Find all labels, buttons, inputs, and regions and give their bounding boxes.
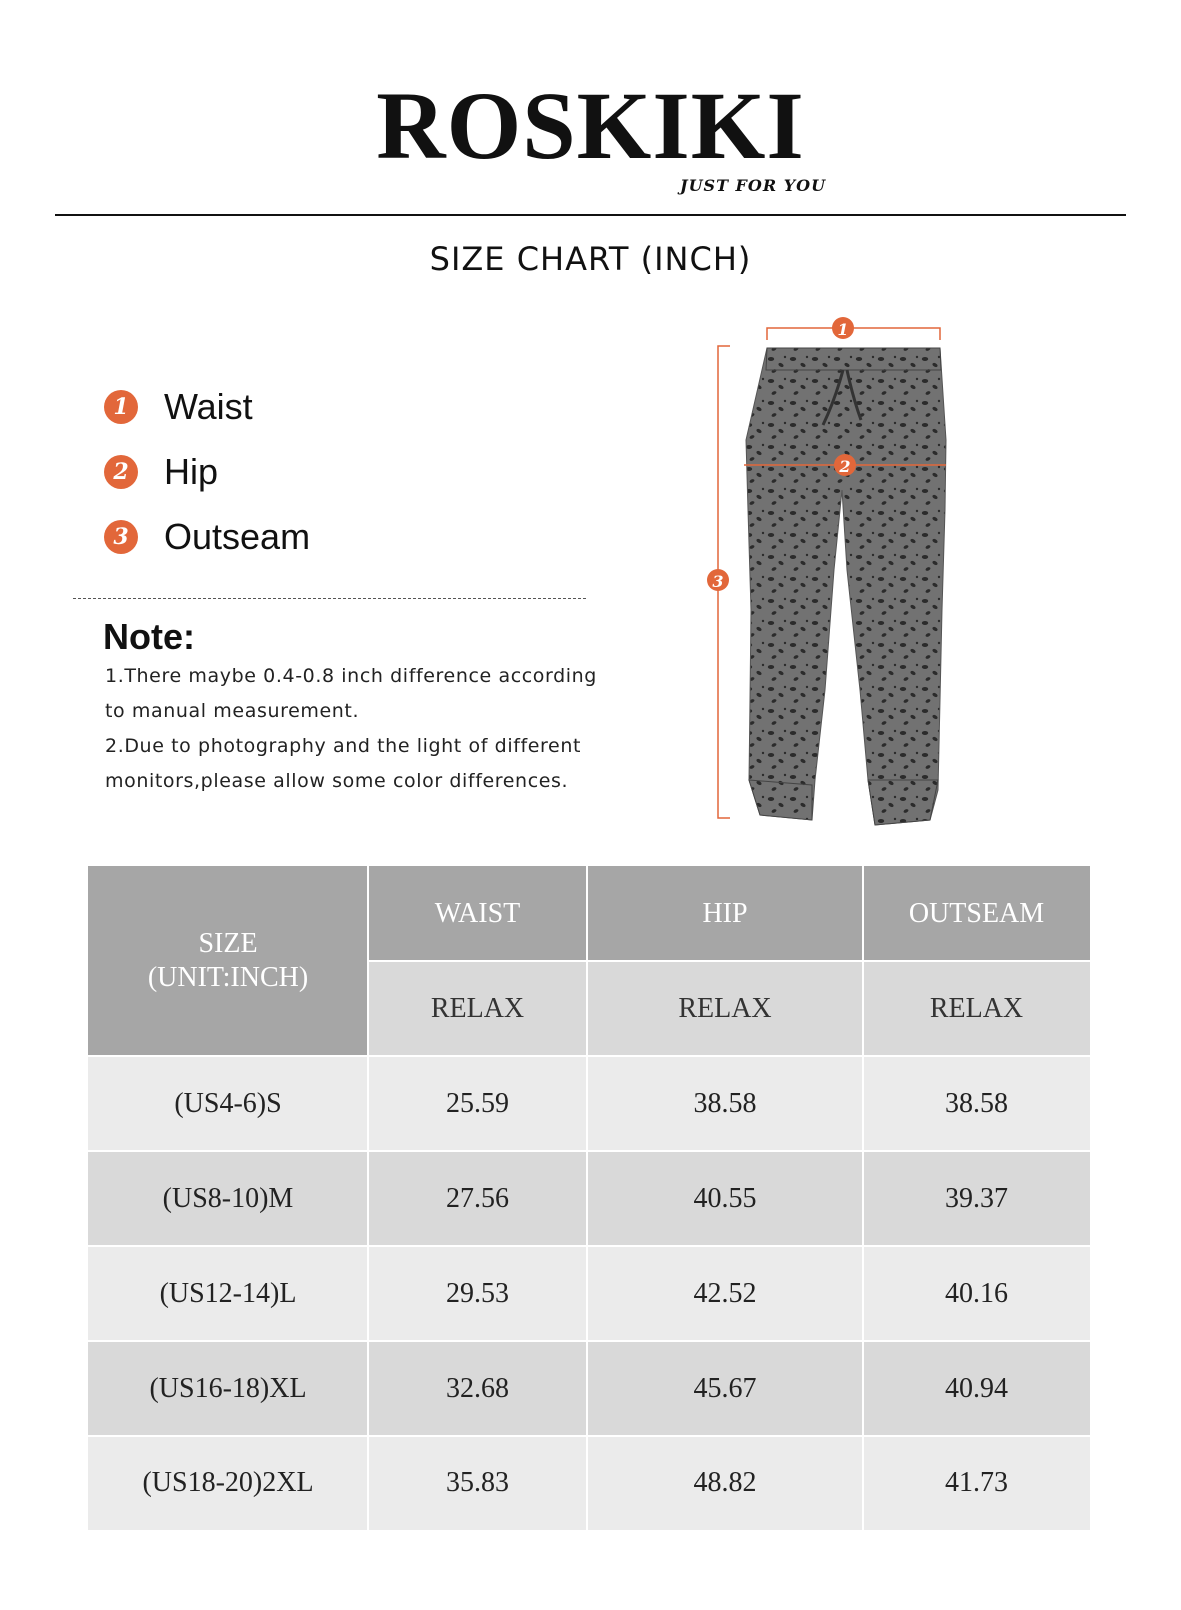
legend-item-waist bbox=[104, 387, 253, 427]
note-line: monitors,please allow some color differences. bbox=[105, 770, 569, 792]
brand-logo: ROSKIKI bbox=[376, 72, 805, 179]
size-table bbox=[88, 866, 1090, 1530]
table-divider bbox=[88, 1055, 1090, 1057]
subheader-waist: RELAX bbox=[368, 961, 587, 1056]
table-divider bbox=[368, 960, 1090, 962]
subheader-outseam: RELAX bbox=[863, 961, 1090, 1056]
note-title: Note: bbox=[103, 616, 195, 657]
hip-cell: 48.82 bbox=[587, 1436, 863, 1530]
legend-label: Hip bbox=[164, 451, 219, 492]
hip-cell: 38.58 bbox=[587, 1056, 863, 1151]
waist-cell: 27.56 bbox=[368, 1151, 587, 1246]
legend-item-hip bbox=[104, 452, 218, 492]
size-header-unit: (UNIT:INCH) bbox=[147, 962, 309, 993]
outseam-cell: 40.16 bbox=[863, 1246, 1090, 1341]
marker-3-icon: 3 bbox=[104, 520, 138, 554]
marker-label: 2 bbox=[839, 457, 851, 476]
marker-label: 1 bbox=[837, 320, 849, 339]
outseam-cell: 41.73 bbox=[863, 1436, 1090, 1530]
pants-diagram bbox=[700, 310, 990, 840]
size-cell: (US12-14)L bbox=[88, 1246, 368, 1341]
header-divider bbox=[55, 214, 1126, 216]
outseam-cell: 38.58 bbox=[863, 1056, 1090, 1151]
waist-cell: 35.83 bbox=[368, 1436, 587, 1530]
table-divider bbox=[88, 1435, 1090, 1437]
table-divider bbox=[862, 866, 864, 1530]
note-line: 1.There maybe 0.4-0.8 inch difference according bbox=[105, 665, 597, 687]
note-line: 2.Due to photography and the light of different bbox=[105, 735, 582, 757]
waist-cell: 25.59 bbox=[368, 1056, 587, 1151]
legend-label: Waist bbox=[164, 386, 253, 427]
brand-tagline: JUST FOR YOU bbox=[680, 176, 827, 195]
hip-cell: 40.55 bbox=[587, 1151, 863, 1246]
dashed-divider bbox=[73, 598, 586, 599]
table-divider bbox=[586, 866, 588, 1530]
waist-cell: 32.68 bbox=[368, 1341, 587, 1436]
waist-cell: 29.53 bbox=[368, 1246, 587, 1341]
marker-2-icon: 2 bbox=[104, 455, 138, 489]
table-divider bbox=[88, 1150, 1090, 1152]
size-cell: (US4-6)S bbox=[88, 1056, 368, 1151]
legend-item-outseam bbox=[104, 517, 310, 557]
hip-cell: 42.52 bbox=[587, 1246, 863, 1341]
page-title: SIZE CHART (INCH) bbox=[429, 240, 752, 278]
marker-1-icon: 1 bbox=[104, 390, 138, 424]
subheader-hip: RELAX bbox=[587, 961, 863, 1056]
size-header-label: SIZE bbox=[198, 928, 258, 959]
column-header-outseam: OUTSEAM bbox=[863, 866, 1090, 961]
hip-cell: 45.67 bbox=[587, 1341, 863, 1436]
column-header-waist: WAIST bbox=[368, 866, 587, 961]
column-header-hip: HIP bbox=[587, 866, 863, 961]
legend-label: Outseam bbox=[164, 516, 311, 557]
table-divider bbox=[88, 1245, 1090, 1247]
outseam-cell: 40.94 bbox=[863, 1341, 1090, 1436]
marker-label: 3 bbox=[712, 572, 724, 591]
size-cell: (US8-10)M bbox=[88, 1151, 368, 1246]
table-divider bbox=[367, 866, 369, 1530]
outseam-cell: 39.37 bbox=[863, 1151, 1090, 1246]
size-cell: (US18-20)2XL bbox=[88, 1436, 368, 1530]
table-divider bbox=[88, 1340, 1090, 1342]
size-header bbox=[88, 866, 368, 1056]
size-cell: (US16-18)XL bbox=[88, 1341, 368, 1436]
note-line: to manual measurement. bbox=[105, 700, 360, 722]
pants-shape bbox=[746, 348, 946, 825]
